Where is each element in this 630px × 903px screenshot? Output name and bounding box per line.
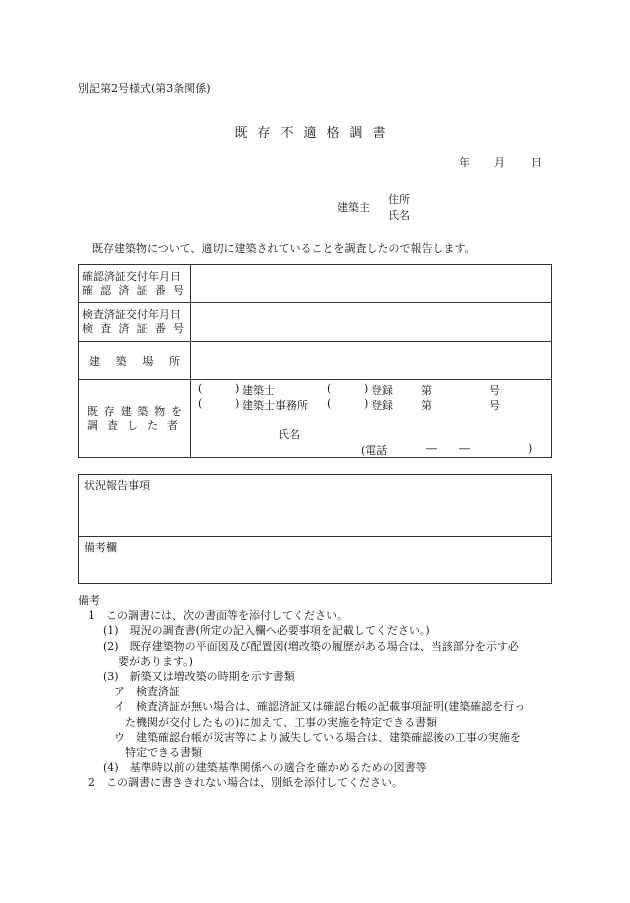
remarks-section xyxy=(78,593,558,791)
notes-table xyxy=(78,474,552,584)
inspector-label-line2: 調査した者 xyxy=(87,418,178,432)
remarks-line: 1 この調書には、次の書面等を添付してください。 xyxy=(88,609,348,623)
remarks-line: ウ 建築確認台帳が災害等により滅失している場合は、建築確認後の工事の実施を xyxy=(114,730,521,744)
owner-address-label: 住所 xyxy=(388,193,410,206)
remarks-line: (3) 新築又は増改築の時期を示す書類 xyxy=(103,670,295,684)
architect-reg-close-paren: ) xyxy=(364,381,369,395)
architect-dai-label: 第 xyxy=(421,383,432,397)
phone-close-paren: ) xyxy=(528,441,533,455)
date-year: 年 xyxy=(459,156,470,169)
architect-go-label: 号 xyxy=(489,383,500,397)
office-reg-close-paren: ) xyxy=(364,396,369,410)
office-dai-label: 第 xyxy=(421,398,432,412)
office-go-label: 号 xyxy=(489,398,500,412)
owner-label: 建築主 xyxy=(337,201,370,214)
remarks-line: た機関が交付したもの)に加えて、工事の実施を特定できる書類 xyxy=(125,715,438,729)
architect-registration-label: 登録 xyxy=(371,383,393,397)
phone-label: (電話 xyxy=(361,443,388,457)
status-report-cell[interactable] xyxy=(79,475,552,537)
office-open-paren: ( xyxy=(198,396,203,410)
office-label: 建築士事務所 xyxy=(242,398,308,412)
inspector-value[interactable] xyxy=(191,380,552,458)
remarks-field-cell[interactable] xyxy=(79,537,552,584)
remarks-line: イ 検査済証が無い場合は、確認済証又は確認台帳の記載事項証明(建築確認を行っ xyxy=(114,700,526,714)
table-row xyxy=(79,265,552,303)
form-id: 別記第2号様式(第3条関係) xyxy=(78,82,211,95)
inspection-number-label: 検査済証番号 xyxy=(82,322,184,335)
inspector-name-label: 氏名 xyxy=(278,427,300,441)
architect-close-paren: ) xyxy=(235,381,240,395)
page-title: 既存不適格調書 xyxy=(234,126,396,141)
remarks-heading: 備考 xyxy=(78,594,100,607)
remarks-line: (4) 基準時以前の建築基準関係への適合を確かめるための図書等 xyxy=(103,761,427,775)
inspection-label xyxy=(79,303,191,342)
owner-name-label: 氏名 xyxy=(388,209,410,222)
confirmation-value[interactable] xyxy=(191,265,552,303)
status-report-label: 状況報告事項 xyxy=(84,479,150,492)
location-value[interactable] xyxy=(191,342,552,380)
phone-sep-1: ― xyxy=(426,441,437,455)
remarks-line: (1) 現況の調査書(所定の記入欄へ必要事項を記載してください。) xyxy=(103,624,430,638)
office-close-paren: ) xyxy=(235,396,240,410)
architect-open-paren: ( xyxy=(198,381,203,395)
office-registration-label: 登録 xyxy=(371,398,393,412)
inspector-label-line1: 既存建築物を xyxy=(87,404,182,418)
location-label: 建築場所 xyxy=(79,342,191,380)
table-row xyxy=(79,303,552,342)
office-reg-open-paren: ( xyxy=(327,396,332,410)
inspector-label xyxy=(79,380,191,458)
confirmation-label xyxy=(79,265,191,303)
confirmation-date-label: 確認済証交付年月日 xyxy=(82,269,181,283)
remarks-line: (2) 既存建築物の平面図及び配置図(増改築の履歴がある場合は、当該部分を示す必 xyxy=(103,639,519,653)
table-row xyxy=(79,475,552,537)
remarks-line: 特定できる書類 xyxy=(125,746,202,760)
architect-label: 建築士 xyxy=(242,383,275,397)
table-row xyxy=(79,537,552,584)
table-row xyxy=(79,342,552,380)
intro-text: 既存建築物について、適切に建築されていることを調査したので報告します。 xyxy=(92,242,476,255)
inspection-date-label: 検査済証交付年月日 xyxy=(82,308,181,321)
confirmation-number-label: 確認済証番号 xyxy=(82,283,184,297)
info-table xyxy=(78,264,552,458)
phone-sep-2: ― xyxy=(459,441,470,455)
remarks-line: 要があります。) xyxy=(118,654,193,668)
table-row xyxy=(79,380,552,458)
date-day: 日 xyxy=(531,156,542,169)
architect-reg-open-paren: ( xyxy=(327,381,332,395)
inspection-value[interactable] xyxy=(191,303,552,342)
remarks-field-label: 備考欄 xyxy=(84,541,117,554)
date-month: 月 xyxy=(494,156,505,169)
remarks-line: 2 この調書に書ききれない場合は、別紙を添付してください。 xyxy=(88,776,403,790)
remarks-line: ア 検査済証 xyxy=(114,685,180,699)
